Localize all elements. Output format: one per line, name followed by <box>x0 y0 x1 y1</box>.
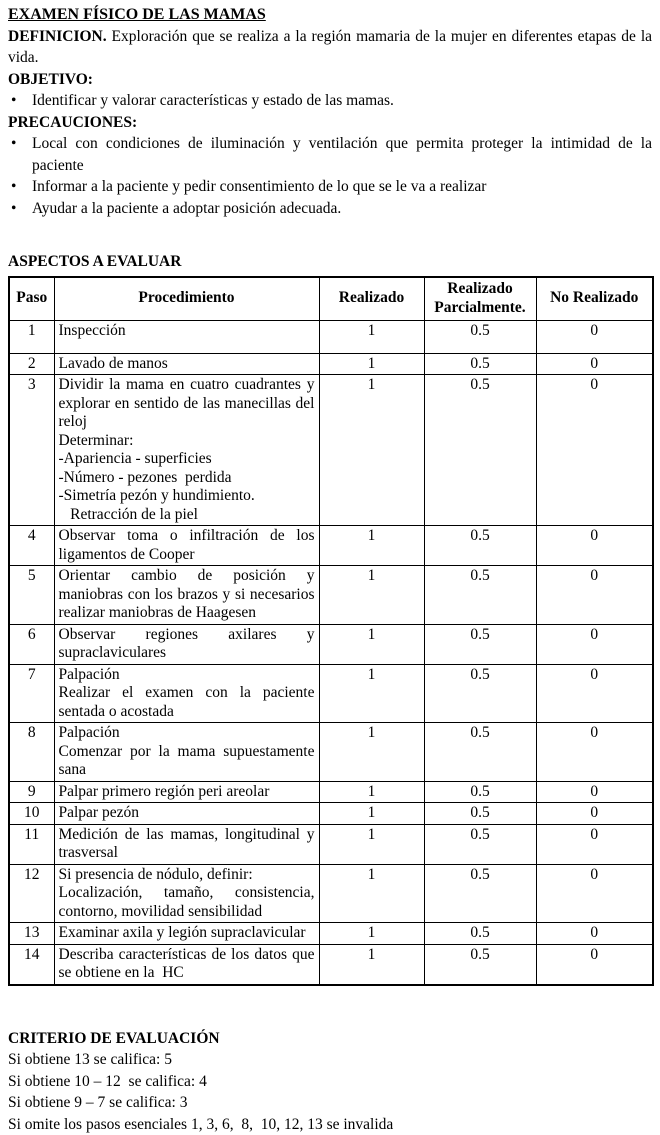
no-realizado-cell: 0 <box>536 320 653 353</box>
realizado-parcialmente-cell: 0.5 <box>424 526 536 566</box>
procedimiento-line: Observar regiones axilares y supraclaviculares <box>59 626 315 663</box>
page-title: EXAMEN FÍSICO DE LAS MAMAS <box>8 4 652 26</box>
procedimiento-cell <box>54 781 319 803</box>
criteria-line: Si omite los pasos esenciales 1, 3, 6, 8, 10, 12, 13 se invalida <box>8 1114 652 1135</box>
table-row <box>9 624 653 664</box>
procedimiento-line: Observar toma o infiltración de los ligamentos de Cooper <box>59 527 315 564</box>
paso-cell: 1 <box>9 320 54 353</box>
procedimiento-line: Localización, tamaño, consistencia, contorno, movilidad sensibilidad <box>59 884 315 921</box>
precaucion-item: • Ayudar a la paciente a adoptar posición adecuada. <box>8 198 652 220</box>
realizado-parcialmente-cell: 0.5 <box>424 781 536 803</box>
procedimiento-cell <box>54 923 319 945</box>
paso-cell: 8 <box>9 723 54 782</box>
definition-text: Exploración que se realiza a la región mamaria de la mujer en diferentes etapas de la vida. <box>8 28 652 67</box>
procedimiento-line: Lavado de manos <box>59 355 315 374</box>
paso-cell: 13 <box>9 923 54 945</box>
realizado-parcialmente-cell: 0.5 <box>424 944 536 985</box>
paso-cell: 14 <box>9 944 54 985</box>
no-realizado-cell: 0 <box>536 803 653 825</box>
table-row <box>9 353 653 375</box>
realizado-parcialmente-cell: 0.5 <box>424 723 536 782</box>
realizado-parcialmente-cell: 0.5 <box>424 353 536 375</box>
criteria-line: Si obtiene 13 se califica: 5 <box>8 1049 652 1071</box>
procedimiento-line: Dividir la mama en cuatro cuadrantes y explorar en sentido de las manecillas del reloj <box>59 376 315 432</box>
no-realizado-cell: 0 <box>536 781 653 803</box>
no-realizado-cell: 0 <box>536 624 653 664</box>
procedimiento-cell <box>54 624 319 664</box>
evaluation-table-body <box>9 320 653 985</box>
realizado-cell: 1 <box>319 864 424 923</box>
procedimiento-line: Comenzar por la mama supuestamente sana <box>59 743 315 780</box>
precaucion-item: • Informar a la paciente y pedir consentimiento de lo que se le va a realizar <box>8 176 652 198</box>
realizado-cell: 1 <box>319 353 424 375</box>
table-row <box>9 375 653 526</box>
procedimiento-line: -Apariencia - superficies <box>59 450 315 469</box>
procedimiento-cell <box>54 566 319 625</box>
procedimiento-cell <box>54 664 319 723</box>
realizado-parcialmente-cell: 0.5 <box>424 824 536 864</box>
table-row <box>9 723 653 782</box>
realizado-cell: 1 <box>319 803 424 825</box>
realizado-cell: 1 <box>319 923 424 945</box>
procedimiento-cell <box>54 526 319 566</box>
paso-cell: 10 <box>9 803 54 825</box>
precauciones-heading: PRECAUCIONES: <box>8 112 652 134</box>
procedimiento-line: Describa características de los datos que se obtiene en la HC <box>59 946 315 983</box>
realizado-parcialmente-cell: 0.5 <box>424 375 536 526</box>
procedimiento-line: Medición de las mamas, longitudinal y trasversal <box>59 826 315 863</box>
procedimiento-line: Palpar pezón <box>59 804 315 823</box>
table-row <box>9 864 653 923</box>
procedimiento-cell <box>54 375 319 526</box>
precauciones-list <box>8 133 652 219</box>
no-realizado-cell: 0 <box>536 944 653 985</box>
procedimiento-cell <box>54 353 319 375</box>
procedimiento-line: Inspección <box>59 322 315 341</box>
definition-paragraph <box>8 26 652 69</box>
realizado-parcialmente-cell: 0.5 <box>424 664 536 723</box>
realizado-cell: 1 <box>319 624 424 664</box>
procedimiento-line: Si presencia de nódulo, definir: <box>59 866 315 885</box>
column-header-no-realizado: No Realizado <box>536 277 653 321</box>
realizado-cell: 1 <box>319 944 424 985</box>
no-realizado-cell: 0 <box>536 864 653 923</box>
no-realizado-cell: 0 <box>536 375 653 526</box>
paso-cell: 9 <box>9 781 54 803</box>
procedimiento-line: Examinar axila y legión supraclavicular <box>59 924 315 943</box>
paso-cell: 4 <box>9 526 54 566</box>
procedimiento-line: Realizar el examen con la paciente sentada o acostada <box>59 684 315 721</box>
paso-cell: 5 <box>9 566 54 625</box>
procedimiento-cell <box>54 803 319 825</box>
realizado-cell: 1 <box>319 320 424 353</box>
table-row <box>9 566 653 625</box>
realizado-parcialmente-cell: 0.5 <box>424 320 536 353</box>
procedimiento-line: Palpación <box>59 724 315 743</box>
procedimiento-line: Orientar cambio de posición y maniobras con los brazos y si necesarios realizar maniobras de Haagesen <box>59 567 315 623</box>
realizado-cell: 1 <box>319 664 424 723</box>
procedimiento-cell <box>54 944 319 985</box>
no-realizado-cell: 0 <box>536 353 653 375</box>
table-row <box>9 923 653 945</box>
objetivo-item: • Identificar y valorar características y estado de las mamas. <box>8 90 652 112</box>
criteria-section <box>8 1028 652 1135</box>
paso-cell: 2 <box>9 353 54 375</box>
realizado-parcialmente-cell: 0.5 <box>424 803 536 825</box>
paso-cell: 3 <box>9 375 54 526</box>
evaluation-table <box>8 276 654 986</box>
table-row <box>9 320 653 353</box>
table-row <box>9 781 653 803</box>
paso-cell: 7 <box>9 664 54 723</box>
procedimiento-cell <box>54 864 319 923</box>
no-realizado-cell: 0 <box>536 526 653 566</box>
precaucion-item: • Local con condiciones de iluminación y ventilación que permita proteger la intimidad de la paciente <box>8 133 652 176</box>
column-header-realizado: Realizado <box>319 277 424 321</box>
procedimiento-line: Palpación <box>59 666 315 685</box>
objetivo-heading: OBJETIVO: <box>8 69 652 91</box>
realizado-cell: 1 <box>319 781 424 803</box>
procedimiento-line: Palpar primero región peri areolar <box>59 783 315 802</box>
procedimiento-cell <box>54 320 319 353</box>
realizado-cell: 1 <box>319 824 424 864</box>
criteria-line: Si obtiene 10 – 12 se califica: 4 <box>8 1071 652 1093</box>
paso-cell: 12 <box>9 864 54 923</box>
procedimiento-line: Retracción de la piel <box>59 506 315 525</box>
paso-cell: 6 <box>9 624 54 664</box>
procedimiento-cell <box>54 824 319 864</box>
procedimiento-line: -Simetría pezón y hundimiento. <box>59 487 315 506</box>
no-realizado-cell: 0 <box>536 723 653 782</box>
no-realizado-cell: 0 <box>536 566 653 625</box>
procedimiento-cell <box>54 723 319 782</box>
realizado-cell: 1 <box>319 526 424 566</box>
criteria-lines <box>8 1049 652 1135</box>
realizado-cell: 1 <box>319 375 424 526</box>
realizado-parcialmente-cell: 0.5 <box>424 566 536 625</box>
column-header-paso: Paso <box>9 277 54 321</box>
realizado-parcialmente-cell: 0.5 <box>424 923 536 945</box>
table-row <box>9 803 653 825</box>
table-row <box>9 944 653 985</box>
no-realizado-cell: 0 <box>536 824 653 864</box>
no-realizado-cell: 0 <box>536 664 653 723</box>
procedimiento-line: -Número - pezones perdida <box>59 469 315 488</box>
realizado-parcialmente-cell: 0.5 <box>424 864 536 923</box>
no-realizado-cell: 0 <box>536 923 653 945</box>
table-row <box>9 526 653 566</box>
criteria-heading: CRITERIO DE EVALUACIÓN <box>8 1028 652 1050</box>
aspectos-heading: ASPECTOS A EVALUAR <box>8 251 652 273</box>
column-header-realizado-parcialmente: Realizado Parcialmente. <box>424 277 536 321</box>
definition-label: DEFINICION. <box>8 28 107 45</box>
table-header-row <box>9 277 653 321</box>
realizado-parcialmente-cell: 0.5 <box>424 624 536 664</box>
table-row <box>9 664 653 723</box>
paso-cell: 11 <box>9 824 54 864</box>
column-header-procedimiento: Procedimiento <box>54 277 319 321</box>
criteria-line: Si obtiene 9 – 7 se califica: 3 <box>8 1092 652 1114</box>
objetivo-list <box>8 90 652 112</box>
table-row <box>9 824 653 864</box>
realizado-cell: 1 <box>319 566 424 625</box>
realizado-cell: 1 <box>319 723 424 782</box>
procedimiento-line: Determinar: <box>59 432 315 451</box>
